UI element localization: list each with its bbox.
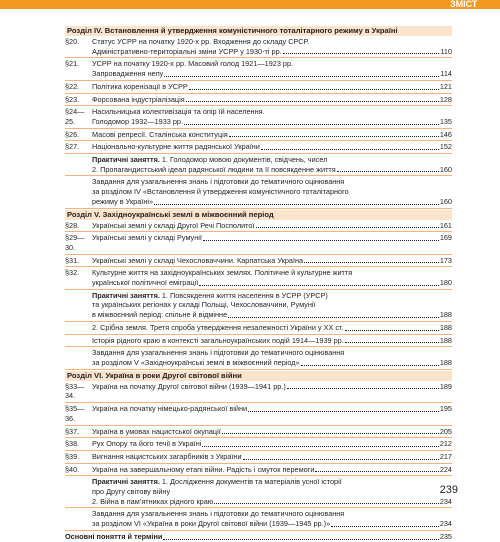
toc-entry[interactable] [65, 82, 452, 92]
toc-entry[interactable] [65, 59, 452, 78]
toc-entry-glossary[interactable] [65, 532, 452, 542]
entry-line [92, 37, 452, 47]
entry-body [92, 509, 452, 528]
entry-line [92, 117, 452, 127]
paragraph-number: §39. [65, 451, 80, 461]
entry-body [92, 107, 452, 126]
entry-line [92, 268, 452, 278]
page-ref: 188 [439, 335, 452, 345]
toc-entry[interactable] [65, 130, 452, 140]
entry-text: Статус УСРР на початку 1920-х рр. Входження до складу СРСР. [92, 37, 310, 46]
section-heading: Розділ IV. Встановлення й утвердження комуністичного тоталітарного режиму в Україні [65, 26, 452, 36]
entry-text: про Другу світову війну [92, 487, 171, 497]
page-ref: 121 [439, 81, 452, 91]
paragraph-number: §21. [65, 59, 80, 69]
entry-text: Голодомор 1932—1933 рр. [92, 116, 184, 126]
paragraph-number: §40. [65, 464, 80, 474]
dot-leader [222, 433, 439, 434]
paragraph-number [65, 291, 92, 320]
entry-divider [65, 57, 452, 58]
entry-text: 2. Війна в пам’ятниках рідного краю [92, 496, 214, 506]
paragraph-number: §38. [65, 439, 80, 449]
dot-leader [203, 240, 439, 241]
dot-leader [283, 53, 440, 54]
entry-text: Українські землі у складі Чехословаччини. Карпатська Україна [92, 255, 304, 265]
entry-text: Культурне життя на західноукраїнських землях. Політичне й культурне життя [92, 268, 353, 278]
toc-entry[interactable] [65, 404, 452, 423]
entry-body [92, 130, 452, 140]
entry-text: за розділом IV «Встановлення й утвердження комуністичного тоталітарного [92, 187, 349, 197]
toc-entry[interactable] [65, 336, 452, 346]
entry-text: Українські землі у складі Другої Речі Посполитої [92, 220, 255, 230]
paragraph-number: §32. [65, 268, 80, 278]
toc-entry[interactable] [65, 221, 452, 231]
dot-leader [228, 317, 439, 318]
dot-leader [243, 459, 439, 460]
page-ref: 224 [439, 464, 452, 474]
toc-entry[interactable] [65, 142, 452, 152]
entry-body [92, 82, 452, 92]
dot-leader [345, 342, 439, 343]
entry-body [92, 336, 452, 346]
toc-entry[interactable] [65, 427, 452, 437]
entry-line [65, 532, 452, 542]
dot-leader [184, 124, 439, 125]
entry-line [92, 47, 452, 57]
entry-line [92, 291, 452, 301]
page-ref: 160 [439, 164, 452, 174]
entry-body [92, 37, 452, 56]
toc-entry[interactable] [65, 291, 452, 320]
page-ref: 234 [439, 519, 452, 529]
page-ref: 234 [439, 496, 452, 506]
entry-line [92, 130, 452, 140]
table-of-contents [65, 26, 452, 542]
entry-line [92, 59, 452, 69]
dot-leader [189, 89, 439, 90]
page-ref: 114 [440, 69, 452, 79]
entry-line [92, 233, 452, 243]
entry-body [65, 532, 452, 542]
dot-leader [214, 503, 439, 504]
paragraph-number: §24—25. [65, 107, 85, 126]
toc-entry[interactable] [65, 452, 452, 462]
paragraph-number [65, 323, 92, 333]
toc-entry[interactable] [65, 256, 452, 266]
page-ref: 188 [439, 310, 452, 320]
entry-divider [65, 530, 452, 531]
entry-divider [65, 128, 452, 129]
entry-body [92, 95, 452, 105]
entry-line [92, 310, 452, 320]
entry-body [92, 177, 452, 206]
entry-line [92, 465, 452, 475]
entry-text: Українські землі у складі Румунії [92, 233, 202, 243]
page-ref: 146 [439, 129, 452, 139]
entry-text: української політичної еміграції [92, 278, 199, 288]
entry-line [92, 348, 452, 358]
practical-label: Практичні заняття. [92, 155, 160, 165]
toc-entry[interactable] [65, 37, 452, 56]
page-ref: 128 [439, 94, 452, 104]
entry-body [92, 268, 452, 287]
entry-body [92, 382, 452, 401]
toc-entry[interactable] [65, 477, 452, 506]
entry-text: Адміністративно-територіальні зміни УСРР у 1930-ті рр. [92, 46, 282, 56]
toc-entry[interactable] [65, 323, 452, 333]
entry-line [92, 155, 452, 165]
entry-text: Україна на початку Другої світової війни (1939—1941 рр.) [92, 381, 286, 391]
entry-line [92, 487, 452, 497]
page-ref: 188 [439, 357, 452, 367]
paragraph-number: §33—34. [65, 381, 85, 401]
page-number: 239 [439, 484, 458, 496]
entry-body [92, 452, 452, 462]
entry-text: Політика коренізації в УСРР [92, 81, 188, 91]
paragraph-number [65, 509, 92, 528]
toc-entry[interactable] [65, 509, 452, 528]
page-ref: 161 [439, 220, 452, 230]
entry-text: Насильницька колективізація та опір їй населення. [92, 107, 265, 117]
paragraph-number [65, 348, 92, 367]
entry-body [92, 256, 452, 266]
entry-divider [65, 402, 452, 403]
paragraph-number [65, 477, 92, 506]
entry-body [92, 291, 452, 320]
entry-divider [65, 334, 452, 335]
entry-body [92, 59, 452, 78]
dot-leader [337, 171, 439, 172]
dot-leader [301, 365, 439, 366]
page-ref: 195 [439, 404, 452, 414]
page-ref: 152 [439, 142, 452, 152]
entry-line [92, 82, 452, 92]
practical-label: Практичні заняття. [92, 477, 160, 487]
glossary-label: Основні поняття й терміни [65, 531, 163, 541]
entry-text: Завдання для узагальнення знань і підготовки до тематичного оцінювання [92, 177, 345, 187]
entry-line [92, 165, 452, 175]
entry-divider [65, 140, 452, 141]
entry-text: Масові репресії. Сталінська конституція [92, 129, 228, 139]
entry-text: Національно-культурне життя радянської України [92, 142, 260, 152]
entry-line [92, 69, 452, 79]
page-ref: 235 [439, 531, 452, 541]
toc-entry[interactable] [65, 348, 452, 367]
entry-divider [65, 437, 452, 438]
entry-line [92, 519, 452, 529]
paragraph-number: §23. [65, 94, 80, 104]
dot-leader [345, 330, 439, 331]
dot-leader [248, 411, 439, 412]
dot-leader [331, 526, 439, 527]
entry-text: Завдання для узагальнення знань і підготовки до тематичного оцінювання [92, 348, 345, 358]
paragraph-number: §27. [65, 142, 80, 152]
entry-divider [65, 321, 452, 322]
entry-body [92, 233, 452, 252]
entry-line [92, 452, 452, 462]
entry-line [92, 142, 452, 152]
page-ref: 189 [439, 381, 452, 391]
paragraph-number: §20. [65, 37, 80, 46]
entry-text: Запровадження непу [92, 69, 164, 79]
dot-leader [287, 388, 439, 389]
entry-text: Форсована індустріалізація [92, 94, 185, 104]
page-ref: 188 [439, 322, 452, 332]
entry-line [92, 497, 452, 507]
dot-leader [229, 136, 439, 137]
section-heading: Розділ VI. Україна в роки Другої світової війни [65, 371, 452, 381]
entry-text: за розділом V «Західноукраїнські землі в міжвоєнний період» [92, 357, 300, 367]
section-heading: Розділ V. Західноукраїнські землі в міжвоєнний період [65, 210, 452, 220]
entry-text: Історія рідного краю в контексті загальноукраїнських подій 1914—1939 рр. [92, 335, 344, 345]
toc-entry[interactable] [65, 439, 452, 449]
page-ref: 160 [439, 196, 452, 206]
toc-entry[interactable] [65, 465, 452, 475]
header-title: ЗМІСТ [440, 0, 500, 9]
entry-text: Україна в умовах нацистської окупації [92, 426, 221, 436]
entry-text: 1. Повсякдення життя населення в УСРР (УРСР) [161, 290, 328, 300]
entry-text: 1. Голодомор мовою документів, свідчень, чисел [161, 155, 328, 165]
toc-entry[interactable] [65, 177, 452, 206]
entry-text: 1. Дослідження документів та матеріалів усної історії [161, 477, 342, 487]
page-ref: 205 [439, 426, 452, 436]
entry-divider [65, 231, 452, 232]
toc-entry[interactable] [65, 95, 452, 105]
dot-leader [202, 446, 438, 447]
entry-line [92, 197, 452, 207]
paragraph-number: §22. [65, 81, 80, 91]
entry-text: Завдання для узагальнення знань і підготовки до тематичного оцінювання [92, 509, 345, 519]
entry-line [92, 187, 452, 197]
entry-body [92, 439, 452, 449]
entry-divider [65, 175, 452, 176]
paragraph-number: §31. [65, 255, 80, 265]
entry-divider [65, 475, 452, 476]
dot-leader [164, 76, 439, 77]
entry-body [92, 404, 452, 423]
dot-leader [154, 204, 439, 205]
entry-body [92, 427, 452, 437]
toc-entry[interactable] [65, 155, 452, 174]
entry-line [92, 336, 452, 346]
entry-line [92, 95, 452, 105]
entry-divider [65, 463, 452, 464]
page-ref: 173 [439, 255, 452, 265]
entry-body [92, 142, 452, 152]
entry-line [92, 404, 452, 414]
entry-line [92, 221, 452, 231]
paragraph-number: §37. [65, 426, 80, 436]
paragraph-number: §26. [65, 129, 80, 139]
toc-entry[interactable] [65, 107, 452, 126]
entry-divider [65, 346, 452, 347]
paragraph-number [65, 177, 92, 206]
page-ref: 169 [439, 233, 452, 243]
entry-body [92, 221, 452, 231]
page-ref: 135 [439, 116, 452, 126]
dot-leader [163, 539, 438, 540]
page-ref: 110 [440, 46, 452, 56]
entry-divider [65, 289, 452, 290]
entry-divider [65, 208, 452, 209]
entry-divider [65, 266, 452, 267]
entry-divider [65, 507, 452, 508]
page-ref: 180 [439, 278, 452, 288]
entry-body [92, 348, 452, 367]
entry-divider [65, 153, 452, 154]
entry-body [92, 465, 452, 475]
entry-text: Вигнання нацистських загарбників з України [92, 451, 242, 461]
entry-text: за розділом VI «Україна в роки Другої світової війни (1939—1945 рр.)» [92, 519, 331, 529]
dot-leader [315, 471, 438, 472]
entry-text: 2. Срібна земля. Третя спроба утвердження незалежності України у ХХ ст. [92, 322, 344, 332]
entry-divider [65, 254, 452, 255]
toc-entry[interactable] [65, 382, 452, 401]
page-ref: 217 [439, 451, 452, 461]
entry-divider [65, 450, 452, 451]
entry-line [92, 278, 452, 288]
page-ref: 212 [439, 439, 452, 449]
entry-line [92, 382, 452, 392]
entry-line [92, 177, 452, 187]
paragraph-number: §35—36. [65, 404, 85, 423]
entry-line [92, 358, 452, 368]
entry-line [92, 300, 452, 310]
entry-body [92, 323, 452, 333]
paragraph-number [65, 336, 92, 346]
entry-text: УСРР на початку 1920-х рр. Масовий голод 1921—1923 рр. [92, 59, 294, 69]
entry-line [92, 439, 452, 449]
toc-entry[interactable] [65, 268, 452, 287]
dot-leader [256, 227, 439, 228]
dot-leader [261, 149, 439, 150]
entry-text: Рух Опору та його течії в Україні [92, 439, 202, 449]
entry-text: Україна на завершальному етапі війни. Радість і смуток перемоги [92, 464, 315, 474]
entry-line [92, 477, 452, 487]
entry-divider [65, 105, 452, 106]
entry-line [92, 427, 452, 437]
dot-leader [304, 262, 439, 263]
top-header-bar [0, 0, 500, 9]
entry-body [92, 155, 452, 174]
entry-text: та українських регіонах у складі Польщі, Чехословаччини, Румунії [92, 300, 316, 310]
dot-leader [186, 101, 439, 102]
entry-divider [65, 80, 452, 81]
entry-body [92, 477, 452, 506]
entry-divider [65, 369, 452, 370]
paragraph-number [65, 155, 92, 174]
entry-text: режиму в Україні» [92, 196, 154, 206]
toc-entry[interactable] [65, 233, 452, 252]
practical-label: Практичні заняття. [92, 290, 160, 300]
entry-divider [65, 93, 452, 94]
entry-divider [65, 425, 452, 426]
orange-stripe [0, 0, 500, 9]
paragraph-number: §28. [65, 220, 80, 230]
entry-line [92, 107, 452, 117]
entry-text: 2. Пропагандистський ідеал радянської людини та її повсякденне життя [92, 164, 336, 174]
entry-line [92, 323, 452, 333]
entry-text: Україна на початку німецько-радянської війни [92, 404, 248, 414]
entry-text: в міжвоєнний період: спільне й відмінне [92, 310, 228, 320]
entry-line [92, 509, 452, 519]
paragraph-number: §29—30. [65, 233, 85, 252]
entry-line [92, 256, 452, 266]
dot-leader [199, 285, 439, 286]
